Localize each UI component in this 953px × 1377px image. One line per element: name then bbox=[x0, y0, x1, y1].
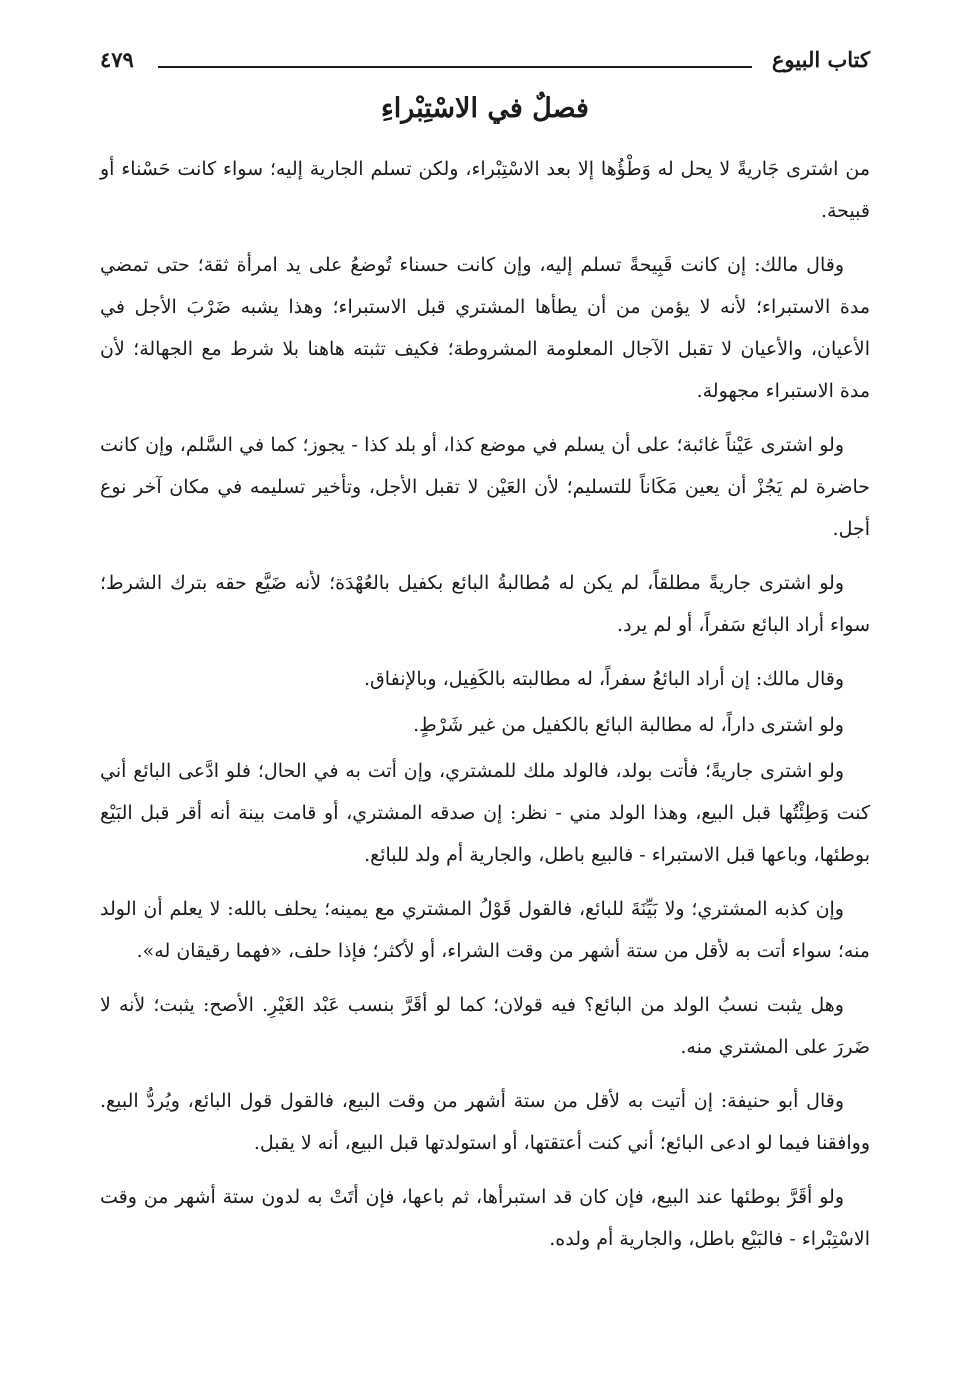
paragraph: من اشترى جَاريةً لا يحل له وَطْؤُها إلا بعد الاسْتِبْراء، ولكن تسلم الجارية إليه؛ سواء كانت حَسْناء أو قبيحة. bbox=[100, 158, 870, 222]
running-header bbox=[100, 44, 870, 78]
paragraph: ولو اشترى داراً، له مطالبة البائع بالكفيل من غير شَرْطٍ. bbox=[413, 714, 844, 736]
paragraph: ولو اشترى جاريةً مطلقاً، لم يكن له مُطالبةُ البائع بكفيل بالعُهْدَة؛ لأنه ضَيَّع حقه بترك الشرط؛ سواء أراد البائع سَفراً، أو لم يرد. bbox=[100, 572, 870, 636]
body-text bbox=[100, 148, 870, 1272]
paragraph: وقال أبو حنيفة: إن أتيت به لأقل من ستة أشهر من وقت البيع، فالقول قول البائع، ويُردُّ البيع. ووافقنا فيما لو ادعى البائع؛ أني كنت أعتقتها، أو استولدتها قبل البيع، أنه لا يقبل. bbox=[100, 1090, 870, 1154]
header-rule bbox=[158, 66, 752, 68]
paragraph: وإن كذبه المشتري؛ ولا بَيِّنَةَ للبائع، فالقول قَوْلُ المشتري مع يمينه؛ يحلف بالله: لا يعلم أن الولد منه؛ سواء أتت به لأقل من ستة أشهر من وقت الشراء، أو لأكثر؛ فإذا حلف، «فهما رقيقان له». bbox=[100, 898, 870, 962]
paragraph: ولو اشترى عَيْناً غائبة؛ على أن يسلم في موضع كذا، أو بلد كذا - يجوز؛ كما في السَّلم، وإن كانت حاضرة لم يَجُزْ أن يعين مَكَاناً للتسليم؛ لأن العَيْن لا تقبل الأجل، وتأخير تسليمه في مكان آخر نوع أجل. bbox=[100, 434, 870, 540]
book-title: كتاب البيوع bbox=[771, 47, 870, 72]
paragraph: وقال مالك: إن أراد البائعُ سفراً، له مطالبته بالكَفِيل، وبالإنفاق. bbox=[364, 668, 844, 690]
paragraph: وقال مالك: إن كانت قَبِيحةً تسلم إليه، وإن كانت حسناء تُوضعُ على يد امرأة ثقة؛ حتى تمضي مدة الاستبراء؛ لأنه لا يؤمن من أن يطأها المشتري قبل الاستبراء؛ وهذا يشبه ضَرْبَ الأجل في الأعيان، والأعيان لا تقبل الآجال المعلومة المشروطة؛ فكيف تثبته هاهنا بلا شرط مع الجهالة؛ لأن مدة الاستبراء مجهولة. bbox=[100, 254, 870, 402]
paragraph: وهل يثبت نسبُ الولد من البائع؟ فيه قولان؛ كما لو أقَرَّ بنسب عَبْد الغَيْرِ. الأصح: يثبت؛ لأنه لا ضَررَ على المشتري منه. bbox=[100, 994, 870, 1058]
page-number: ٤٧٩ bbox=[100, 47, 134, 72]
paragraph: ولو أقَرَّ بوطئها عند البيع، فإن كان قد استبرأها، ثم باعها، فإن أتَتْ به لدون ستة أشهر من وقت الاسْتِبْراء - فالبَيْع باطل، والجارية أم ولده. bbox=[100, 1186, 870, 1250]
section-title: فصلٌ في الاسْتِبْراءِ bbox=[381, 93, 589, 124]
paragraph: ولو اشترى جاريةً؛ فأتت بولد، فالولد ملك للمشتري، وإن أتت به في الحال؛ فلو ادَّعى البائع أني كنت وَطِئْتُها قبل البيع، وهذا الولد مني - نظر: إن صدقه المشتري، أو قامت بينة أنه أقر قبل البَيْع بوطئها، وباعها قبل الاستبراء - فالبيع باطل، والجارية أم ولد للبائع. bbox=[100, 760, 870, 866]
